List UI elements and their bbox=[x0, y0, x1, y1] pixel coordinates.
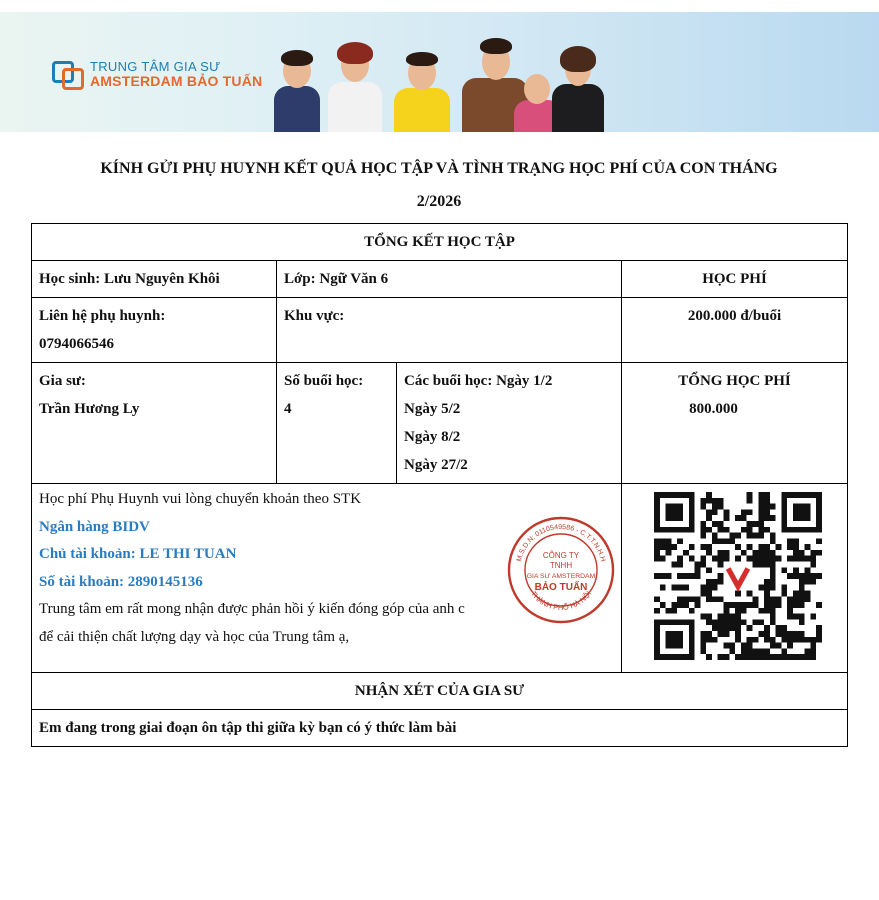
tutor-name: Trần Hương Ly bbox=[39, 401, 140, 417]
session-date: Ngày 5/2 bbox=[404, 401, 461, 417]
review-header: NHẬN XÉT CỦA GIA SƯ bbox=[32, 673, 848, 710]
payment-intro: Học phí Phụ Huynh vui lòng chuyển khoản theo STK bbox=[39, 491, 362, 507]
student-name: Học sinh: Lưu Nguyên Khôi bbox=[32, 261, 277, 298]
svg-text:TNHH: TNHH bbox=[549, 561, 573, 570]
document-title-line2: 2/2026 bbox=[416, 193, 462, 210]
bank-name: Ngân hàng BIDV bbox=[39, 518, 150, 535]
total-label: TỔNG HỌC PHÍ bbox=[678, 373, 791, 389]
area-label: Khu vực: bbox=[277, 298, 622, 363]
session-dates-cell bbox=[397, 363, 622, 484]
feedback-line1: Trung tâm em rất mong nhận được phản hồi ý kiến đóng góp của anh c bbox=[39, 601, 465, 617]
session-dates-label: Các buổi học: Ngày 1/2 bbox=[404, 373, 553, 389]
company-stamp-icon bbox=[505, 514, 617, 626]
account-number: Số tài khoản: 2890145136 bbox=[39, 573, 203, 590]
review-text: Em đang trong giai đoạn ôn tập thi giữa kỳ bạn có ý thức làm bài bbox=[32, 710, 848, 747]
svg-text:GIA SƯ AMSTERDAM: GIA SƯ AMSTERDAM bbox=[526, 573, 596, 580]
session-date: Ngày 27/2 bbox=[404, 457, 468, 473]
svg-text:THÀNH PHỐ HÀ NỘI: THÀNH PHỐ HÀ NỘI bbox=[528, 589, 594, 613]
logo-line1: TRUNG TÂM GIA SƯ bbox=[90, 59, 221, 74]
fee-value: 200.000 đ/buổi bbox=[622, 298, 848, 363]
qr-code-icon bbox=[654, 490, 822, 662]
payment-cell bbox=[32, 484, 622, 673]
svg-text:CÔNG TY: CÔNG TY bbox=[542, 551, 580, 560]
account-holder: Chủ tài khoản: LE THI TUAN bbox=[39, 546, 237, 562]
qr-cell bbox=[622, 484, 848, 673]
header-banner bbox=[0, 12, 879, 132]
tutor-cell bbox=[32, 363, 277, 484]
logo-mark-icon bbox=[52, 61, 82, 87]
tutor-label: Gia sư: bbox=[39, 373, 86, 389]
report-table bbox=[31, 223, 848, 747]
parent-phone: 0794066546 bbox=[39, 336, 114, 352]
document-title-line1: KÍNH GỬI PHỤ HUYNH KẾT QUẢ HỌC TẬP VÀ TÌNH TRẠNG HỌC PHÍ CỦA CON THÁNG bbox=[100, 160, 778, 177]
sessions-label: Số buổi học: bbox=[284, 373, 364, 389]
svg-text:BẢO TUẤN: BẢO TUẤN bbox=[534, 582, 588, 593]
session-date: Ngày 8/2 bbox=[404, 429, 461, 445]
summary-header: TỔNG KẾT HỌC TẬP bbox=[32, 224, 848, 261]
logo-line2: AMSTERDAM BẢO TUẤN bbox=[90, 72, 263, 89]
banner-photo bbox=[272, 32, 612, 132]
class-name: Lớp: Ngữ Văn 6 bbox=[277, 261, 622, 298]
sessions-cell bbox=[277, 363, 397, 484]
parent-contact-label: Liên hệ phụ huynh: bbox=[39, 308, 166, 324]
total-cell bbox=[622, 363, 848, 484]
svg-text:M.S.D.N: 0110549586 - C.T.T.N.: M.S.D.N: 0110549586 - C.T.T.N.H.H bbox=[515, 523, 607, 563]
fee-header: HỌC PHÍ bbox=[622, 261, 848, 298]
feedback-line2: để cải thiện chất lượng dạy và học của Trung tâm ạ, bbox=[39, 628, 350, 645]
center-logo bbox=[52, 60, 262, 88]
total-value: 800.000 bbox=[689, 401, 738, 417]
sessions-count: 4 bbox=[284, 401, 292, 417]
parent-contact bbox=[32, 298, 277, 363]
